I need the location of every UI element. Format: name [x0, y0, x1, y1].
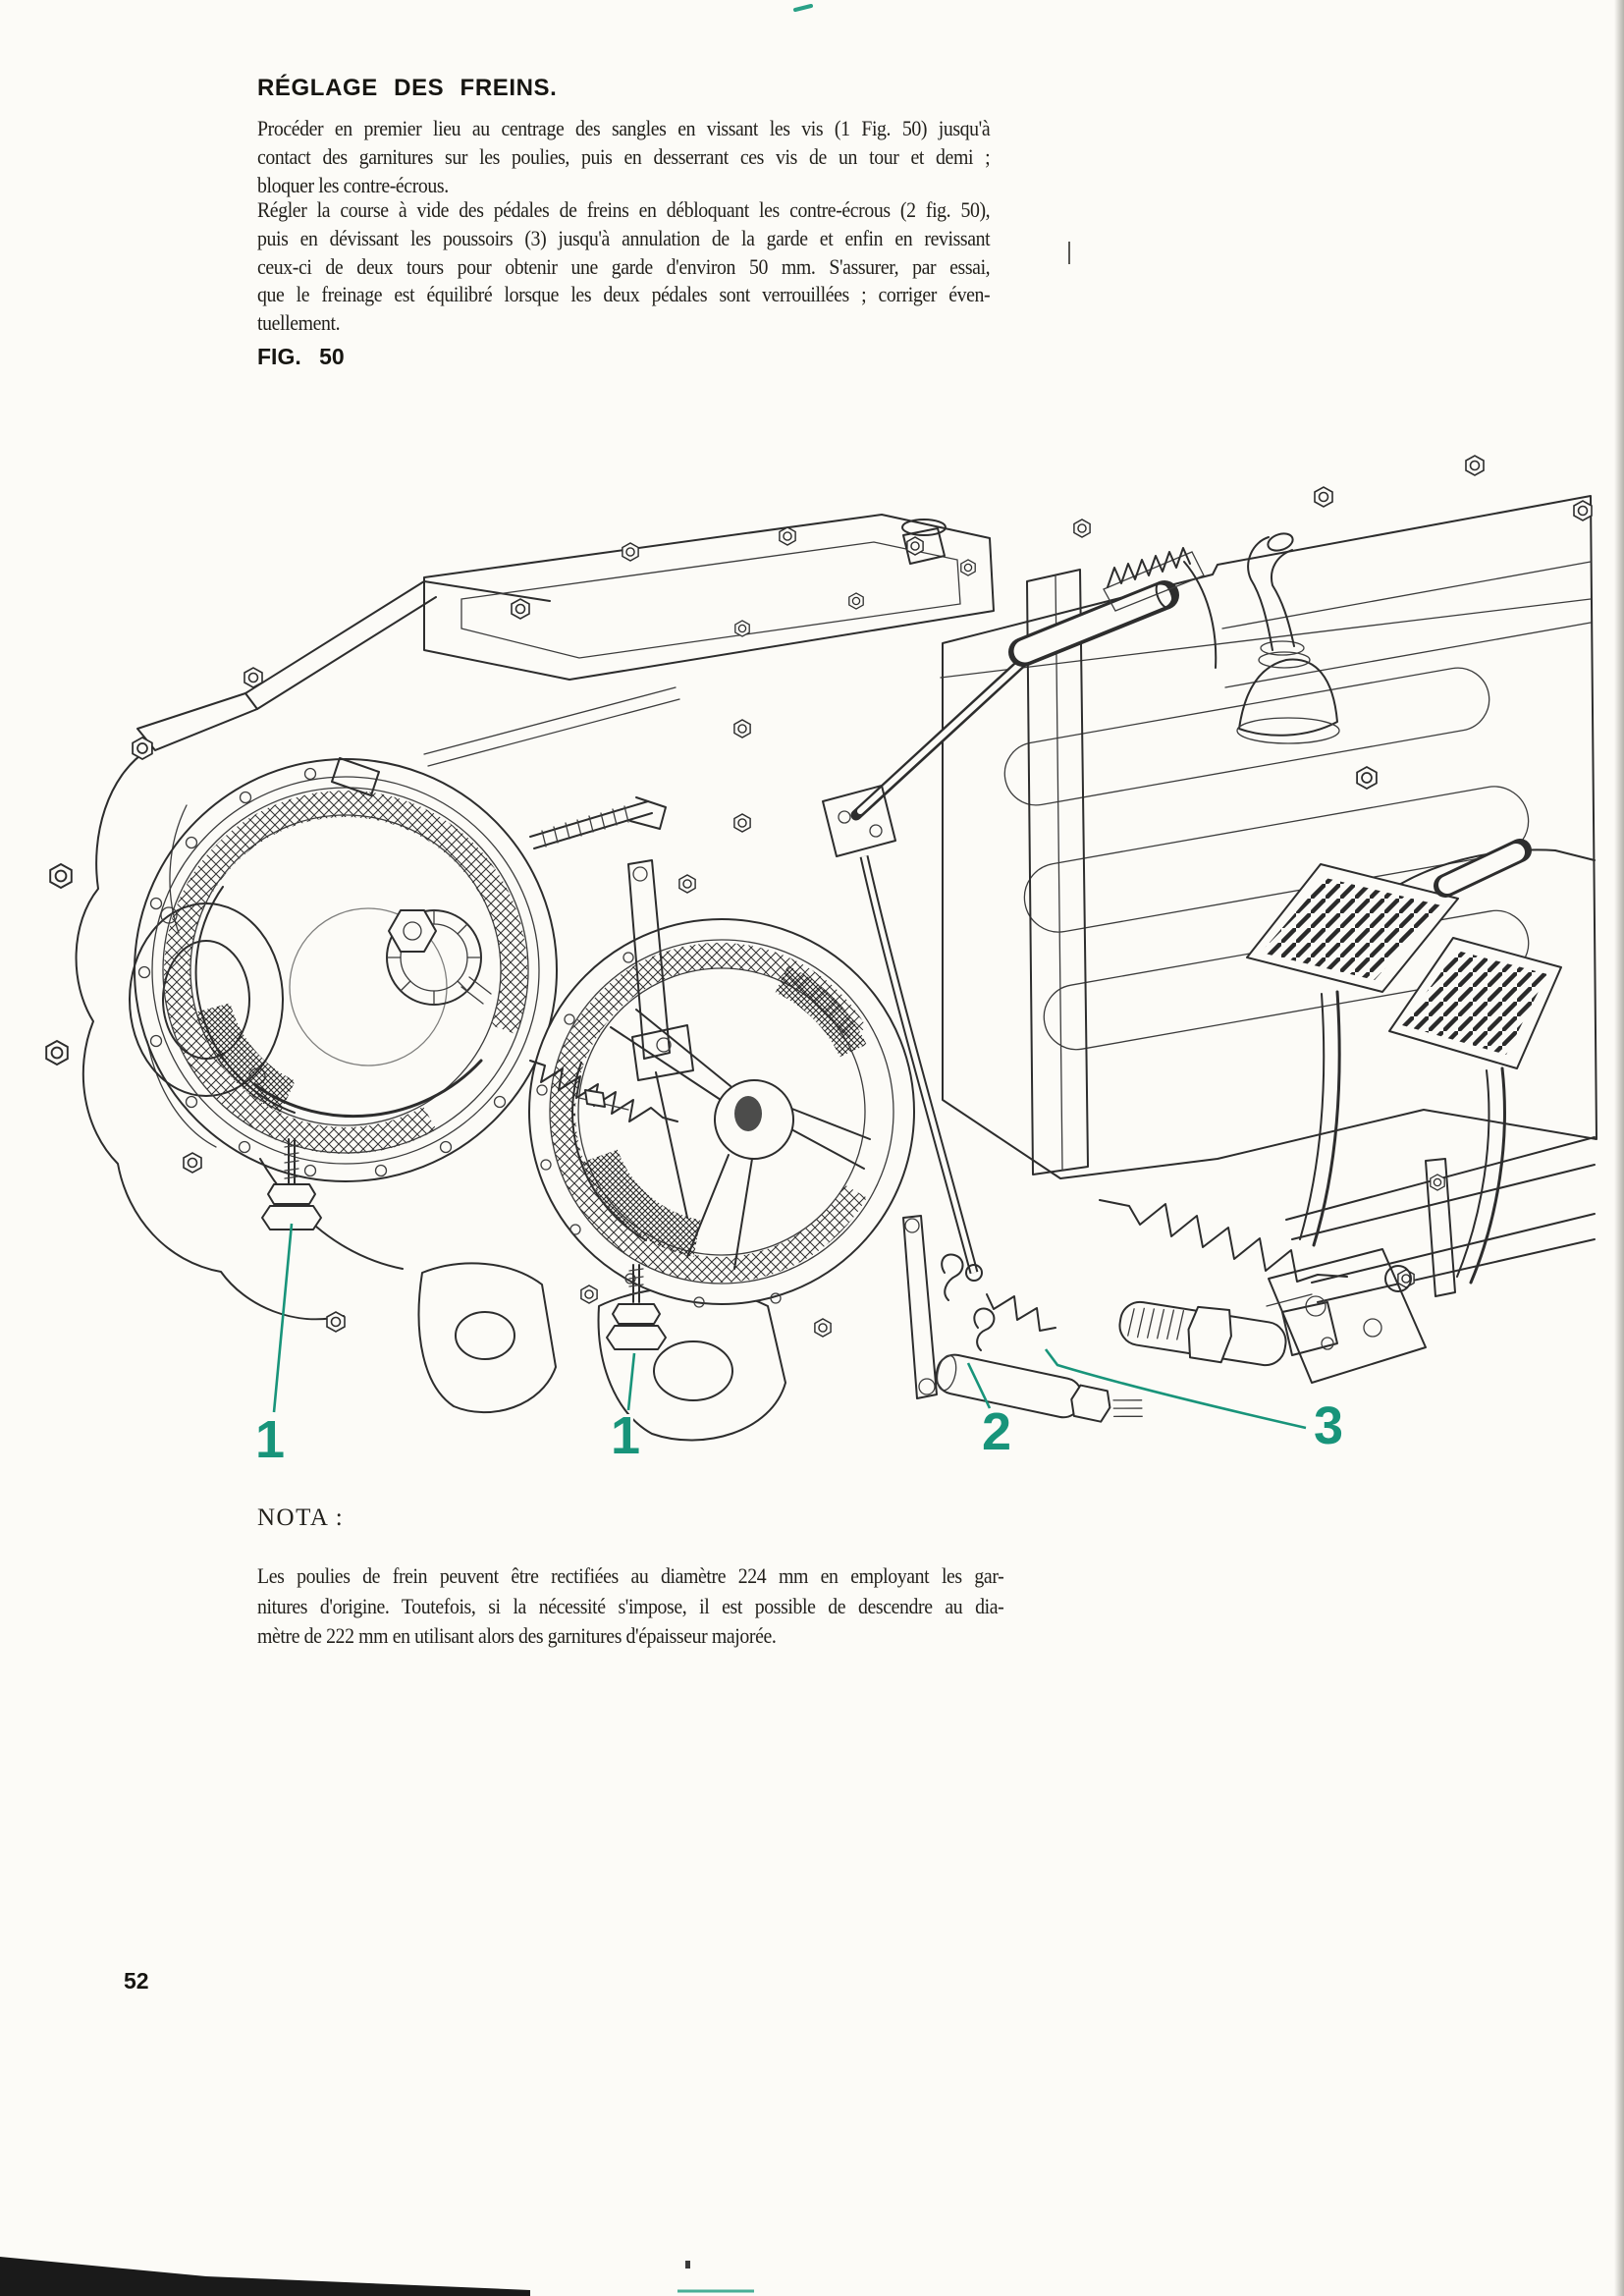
figure-label: FIG. 50 [257, 344, 345, 369]
paragraph-1 [257, 115, 1090, 199]
page-edge-shadow [1614, 0, 1624, 2296]
right-brake-pulley [529, 919, 914, 1307]
poussoir-cylinder [1116, 1293, 1289, 1372]
paragraph-line: tuellement. [257, 310, 341, 336]
gear-lever-boot [1237, 530, 1339, 743]
callout-3: 3 [1314, 1396, 1344, 1455]
paragraph-line: Les poulies de frein peuvent être rectifiées au diamètre 224 mm en employant les gar- [257, 1563, 1004, 1588]
paragraph-line: que le freinage est équilibré lorsque les deux pédales sont verrouillées ; corriger éven- [257, 282, 991, 307]
paragraph-line: Procéder en premier lieu au centrage des sangles en vissant les vis (1 Fig. 50) jusqu'à [257, 116, 991, 140]
paragraph-line: ceux-ci de deux tours pour obtenir une garde d'environ 50 mm. S'assurer, par essai, [257, 253, 991, 279]
callout-1-left: 1 [255, 1410, 286, 1469]
nota-paragraph [257, 1561, 1106, 1652]
section-heading: RÉGLAGE DES FREINS. [257, 75, 558, 101]
paragraph-line: Régler la course à vide des pédales de freins en débloquant les contre-écrous (2 fig. 50), [257, 197, 991, 222]
paragraph-line: nitures d'origine. Toutefois, si la nécessité s'impose, il est possible de descendre au dia- [257, 1593, 1004, 1618]
page-number: 52 [124, 1968, 149, 1994]
locknut-cylinder [933, 1351, 1147, 1434]
paragraph-line: contact des garnitures sur les poulies, puis en desserrant ces vis de un tour et demi ; [257, 143, 991, 169]
paragraph-2 [257, 196, 1090, 338]
paragraph-line: bloquer les contre-écrous. [257, 172, 449, 197]
paragraph-line: mètre de 222 mm en utilisant alors des garnitures d'épaisseur majorée. [257, 1623, 777, 1648]
callout-2: 2 [982, 1402, 1012, 1461]
splined-shaft-hub [387, 910, 491, 1005]
hand-lever [823, 579, 1176, 856]
callout-1-right: 1 [611, 1406, 641, 1465]
nota-label: NOTA : [257, 1504, 345, 1531]
scan-mark [1068, 242, 1070, 264]
paragraph-line: puis en dévissant les poussoirs (3) jusqu'à annulation de la garde et enfin en revissant [257, 225, 991, 250]
